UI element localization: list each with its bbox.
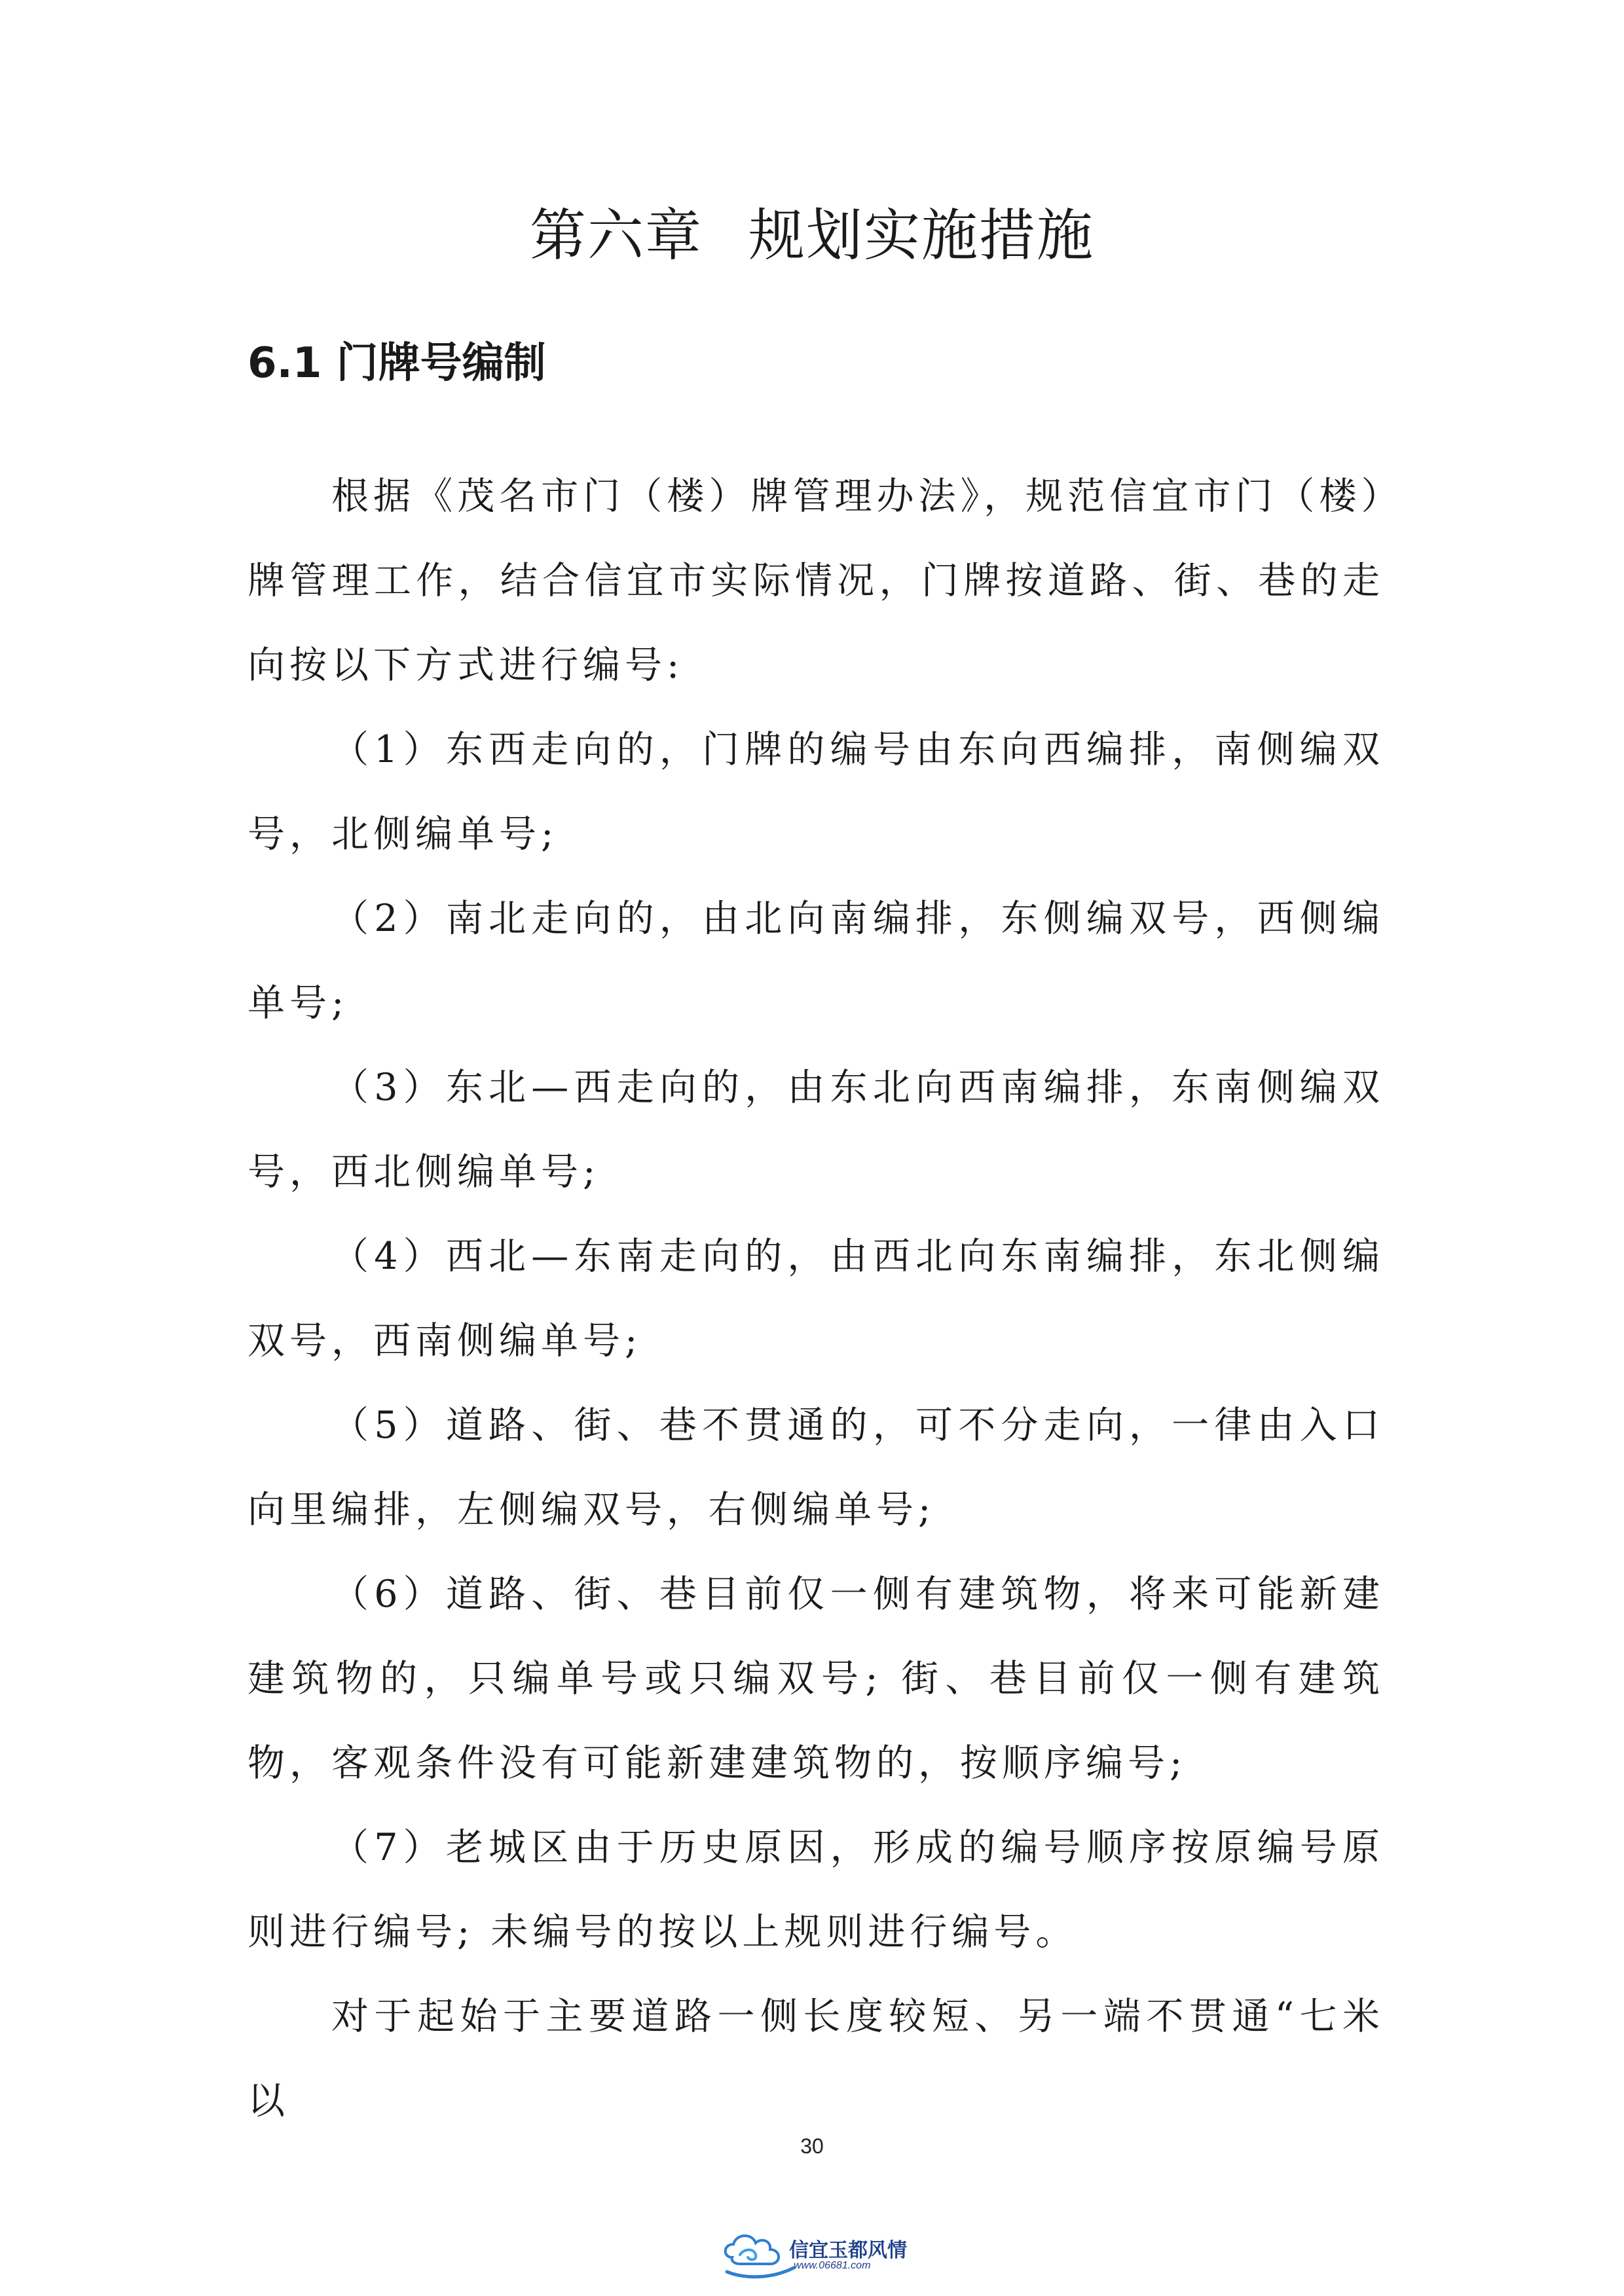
paragraph-rule-4: （4）西北—东南走向的，由西北向东南编排，东北侧编双号，西南侧编单号; [248, 1235, 1384, 1362]
page-number: 30 [800, 2134, 824, 2158]
chapter-name: 规划实施措施 [748, 203, 1094, 268]
body-text [248, 454, 1384, 2143]
paragraph-rule-2: （2）南北走向的，由北向南编排，东侧编双号，西侧编单号; [248, 897, 1384, 1025]
cloud-swirl-logo-icon [720, 2226, 799, 2285]
chapter-number: 第六章 [530, 203, 703, 268]
watermark [720, 2226, 917, 2285]
chapter-title [0, 196, 1624, 275]
paragraph-rule-1: （1）东西走向的，门牌的编号由东向西编排，南侧编双号，北侧编单号; [248, 728, 1384, 856]
section-heading: 6.1 门牌号编制 [248, 339, 546, 388]
paragraph-rule-5: （5）道路、街、巷不贯通的，可不分走向，一律由入口向里编排，左侧编双号，右侧编单号; [248, 1404, 1384, 1531]
paragraph-continued: 对于起始于主要道路一侧长度较短、另一端不贯通“七米以 [248, 1995, 1384, 2123]
paragraph-intro: 根据《茂名市门（楼）牌管理办法》，规范信宜市门（楼）牌管理工作，结合信宜市实际情况，门牌按道路、街、巷的走向按以下方式进行编号: [248, 475, 1384, 687]
paragraph-rule-6: （6）道路、街、巷目前仅一侧有建筑物，将来可能新建建筑物的，只编单号或只编双号; 街、巷目前仅一侧有建筑物，客观条件没有可能新建建筑物的，按顺序编号; [248, 1573, 1384, 1785]
paragraph-rule-3: （3）东北—西走向的，由东北向西南编排，东南侧编双号，西北侧编单号; [248, 1066, 1384, 1194]
watermark-site-name: 信宜玉都风情 [789, 2239, 907, 2262]
watermark-url: www.06681.com [794, 2260, 871, 2271]
paragraph-rule-7: （7）老城区由于历史原因，形成的编号顺序按原编号原则进行编号; 未编号的按以上规则进行编号。 [248, 1826, 1384, 1954]
